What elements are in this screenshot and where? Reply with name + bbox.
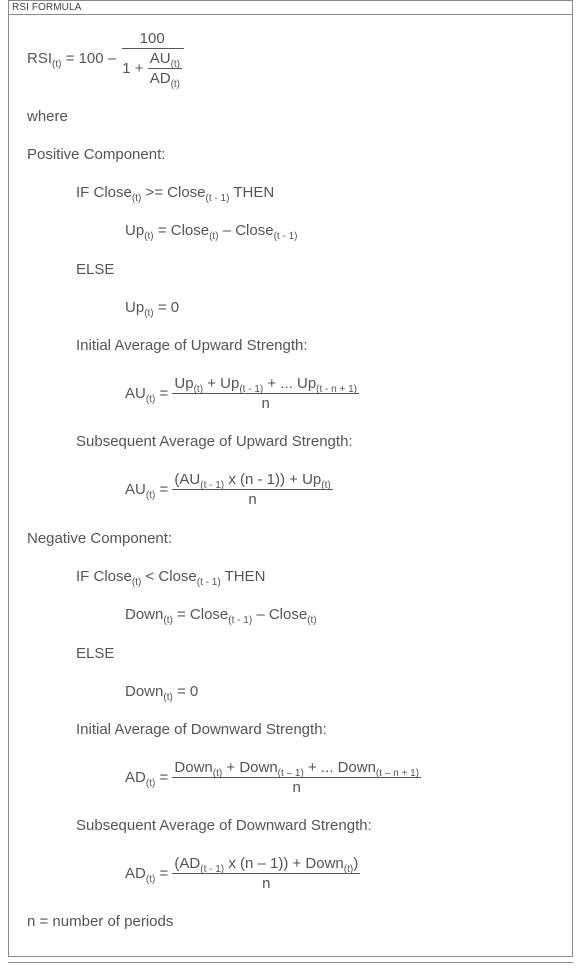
subsequent-ad-fraction: $\frac{(AD_{(t - 1)} x (n - 1)) + Down_{(t)})}{n}$: [174, 855, 359, 892]
subsequent-upward-label: Subsequent Average of Upward Strength:: [76, 433, 353, 450]
initial-ad-formula: $AD_{(t)}$ = $\frac{Down_{(t)} + Down_{(t - 1)} + ... Down_{(t - n + 1)}}{n}$: [125, 759, 419, 796]
initial-ad-fraction: $\frac{Down_{(t)} + Down_{(t - 1)} + ... Down_{(t - n + 1)}}{n}$: [174, 759, 419, 796]
periods-footnote: n = number of periods: [27, 913, 174, 930]
initial-au-formula: $AU_{(t)}$ = $\frac{Up_{(t)} + Up_{(t - 1)} + ... Up_{(t - n + 1)}}{n}$: [125, 375, 358, 412]
au-ad-ratio: $\frac{AU_{(t)}}{AD_{(t)}}$: [149, 50, 181, 90]
positive-if-line: IF Close$_{(t)}$ >= Close$_{(t - 1)}$ THEN: [76, 184, 275, 204]
panel-title: RSI FORMULA: [12, 2, 82, 13]
rsi-subscript: (t): [52, 59, 62, 70]
initial-au-fraction: $\frac{Up_{(t)} + Up_{(t - 1)} + ... Up_{(t - n + 1)}}{n}$: [174, 375, 358, 412]
rsi-numerator: 100: [139, 30, 165, 47]
subsequent-downward-label: Subsequent Average of Downward Strength:: [76, 817, 372, 834]
positive-component-title: Positive Component:: [27, 146, 166, 163]
negative-if-line: IF Close$_{(t)}$ < Close$_{(t - 1)}$ THEN: [76, 568, 266, 588]
rsi-constant: = 100 –: [65, 50, 117, 67]
bottom-divider: [8, 962, 573, 963]
subsequent-ad-formula: $AD_{(t)}$ = $\frac{(AD_{(t - 1)} x (n - 1)) + Down_{(t)})}{n}$: [125, 855, 359, 892]
rsi-denominator-prefix: 1 +: [122, 60, 144, 77]
down-assignment: Down$_{(t)}$ = Close$_{(t - 1)}$ – Close$_{(t)}$: [125, 606, 317, 626]
subsequent-au-fraction: $\frac{(AU_{(t - 1)} x (n - 1)) + Up_{(t)}}{n}$: [174, 471, 331, 508]
up-zero: $Up_{(t)} = 0$: [125, 299, 180, 319]
header-divider: [9, 14, 572, 15]
positive-else: ELSE: [76, 261, 115, 278]
rsi-symbol: RSI: [27, 50, 53, 67]
subsequent-au-formula: $AU_{(t)}$ = $\frac{(AU_{(t - 1)} x (n - 1)) + Up_{(t)}}{n}$: [125, 471, 331, 508]
initial-downward-label: Initial Average of Downward Strength:: [76, 721, 327, 738]
rsi-fraction: [120, 30, 184, 90]
down-zero: Down$_{(t)}$ = 0: [125, 683, 199, 703]
up-assignment: $Up_{(t)}$ = Close$_{(t)}$ – Close$_{(t - 1)}$: [125, 222, 298, 242]
ad-symbol: AD: [149, 70, 171, 87]
initial-upward-label: Initial Average of Upward Strength:: [76, 337, 308, 354]
where-label: where: [27, 108, 68, 125]
negative-else: ELSE: [76, 645, 115, 662]
negative-component-title: Negative Component:: [27, 530, 173, 547]
rsi-formula: [27, 30, 184, 90]
au-symbol: AU: [149, 50, 171, 67]
